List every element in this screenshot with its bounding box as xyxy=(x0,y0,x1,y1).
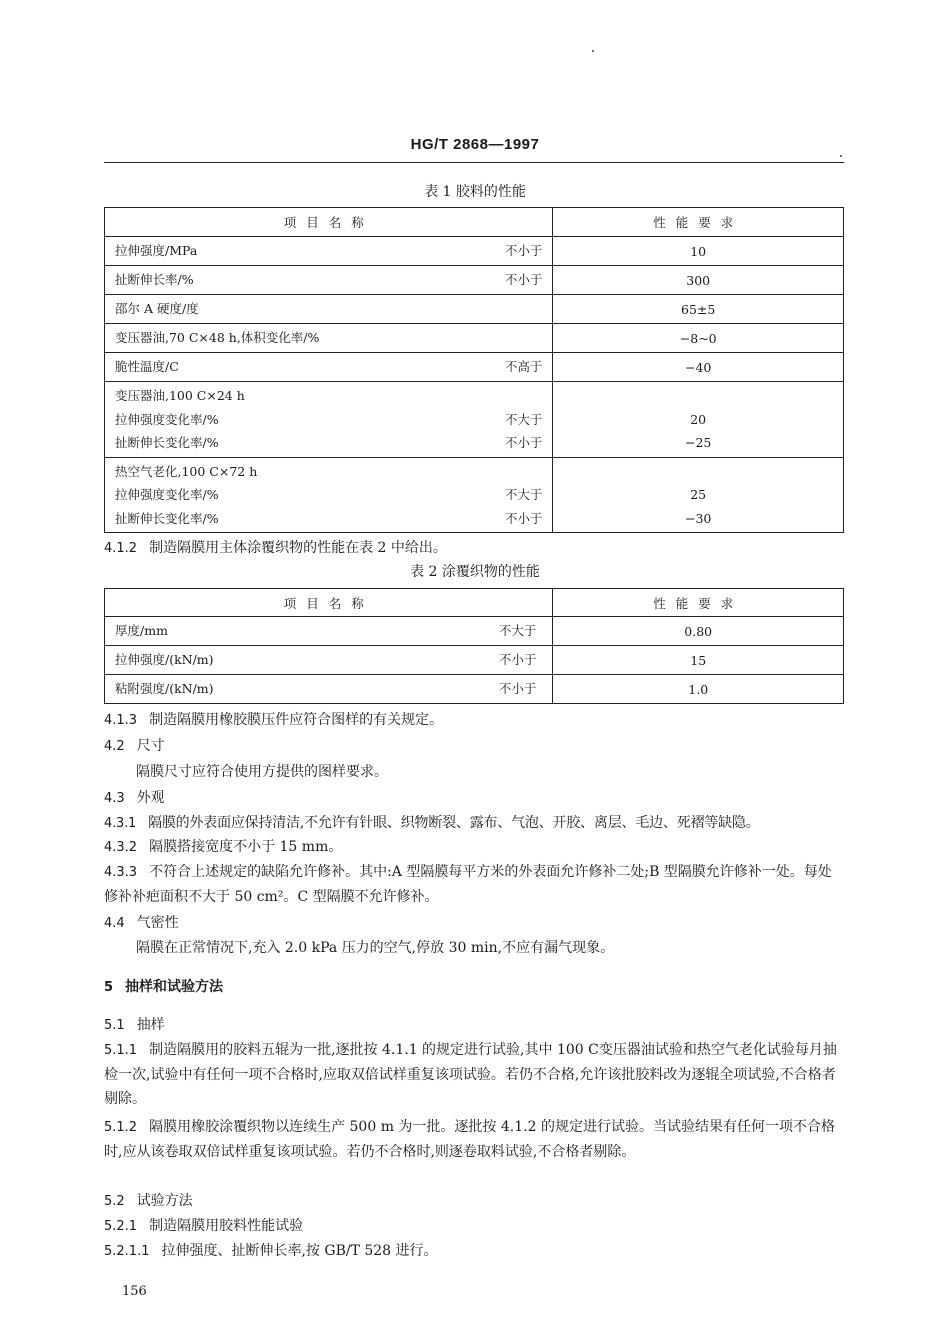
item-value: 10 xyxy=(553,237,844,266)
table1-col-req: 性能要求 xyxy=(553,208,844,237)
clause-5-1-2: 5.1.2 隔膜用橡胶涂覆织物以连续生产 500 m 为一批。逐批按 4.1.2 的规定进行试验。当试验结果有任何一项不合格时,应从该卷取双倍试样重复该项试验。若仍不合格时,则逐卷取料试验,不合格者剔除。 xyxy=(104,1119,835,1160)
header-rule xyxy=(104,162,844,163)
clause-4-3: 4.3 外观 xyxy=(104,790,165,806)
scan-speck xyxy=(592,50,594,52)
table2-col-req: 性能要求 xyxy=(553,589,844,617)
item-value: 0.80 xyxy=(553,617,844,646)
clause-4-1-2: 4.1.2 制造隔膜用主体涂覆织物的性能在表 2 中给出。 xyxy=(104,540,447,556)
clause-4-4-text: 隔膜在正常情况下,充入 2.0 kPa 压力的空气,停放 30 min,不应有漏气现象。 xyxy=(136,940,615,956)
item-cond: 不小于 xyxy=(504,243,543,259)
table-row xyxy=(105,675,844,704)
table2 xyxy=(104,588,844,704)
table-row xyxy=(105,237,844,266)
section-5-heading: 5 抽样和试验方法 xyxy=(104,979,224,995)
item-value: −8~0 xyxy=(553,324,844,353)
standard-header: HG/T 2868—1997 xyxy=(410,136,540,153)
table-row xyxy=(105,266,844,295)
clause-5-1: 5.1 抽样 xyxy=(104,1017,165,1033)
item-cond: 不大于 xyxy=(504,411,543,427)
table-row xyxy=(105,617,844,646)
item-name: 脆性温度/C xyxy=(115,359,179,375)
clause-5-2: 5.2 试验方法 xyxy=(104,1193,193,1209)
item-cond: 不小于 xyxy=(504,435,543,450)
group-title: 热空气老化,100 C×72 h xyxy=(115,463,258,479)
table1-caption: 表 1 胶料的性能 xyxy=(424,184,526,200)
item-name: 厚度/mm xyxy=(115,623,168,639)
item-cond: 不大于 xyxy=(504,487,543,502)
table2-caption: 表 2 涂覆织物的性能 xyxy=(410,564,540,580)
item-value: 20 xyxy=(690,411,707,427)
scan-speck xyxy=(840,155,842,157)
item-name: 粘附强度/(kN/m) xyxy=(115,681,214,697)
item-name: 拉伸强度/MPa xyxy=(115,243,198,259)
item-name: 拉伸强度/(kN/m) xyxy=(115,652,214,668)
clause-4-2-text: 隔膜尺寸应符合使用方提供的图样要求。 xyxy=(136,764,388,780)
item-name: 拉伸强度变化率/% xyxy=(115,411,219,427)
item-name: 扯断伸长率/% xyxy=(115,272,194,288)
item-name: 拉伸强度变化率/% xyxy=(115,487,219,502)
table-row xyxy=(105,324,844,353)
table-row xyxy=(105,295,844,324)
clause-5-2-1-1: 5.2.1.1 拉伸强度、扯断伸长率,按 GB/T 528 进行。 xyxy=(104,1243,438,1259)
table-row-group xyxy=(105,382,844,458)
clause-4-3-2: 4.3.2 隔膜搭接宽度不小于 15 mm。 xyxy=(104,839,343,855)
item-value: 300 xyxy=(553,266,844,295)
item-name: 变压器油,70 C×48 h,体积变化率/% xyxy=(115,330,320,346)
item-value: −25 xyxy=(685,435,712,450)
item-cond: 不高于 xyxy=(504,359,543,375)
clause-4-3-1: 4.3.1 隔膜的外表面应保持清洁,不允许有针眼、织物断裂、露布、气泡、开胶、离层、毛边、死褶等缺隐。 xyxy=(104,815,760,831)
table-row xyxy=(105,646,844,675)
clause-4-2: 4.2 尺寸 xyxy=(104,738,165,754)
clause-5-2-1: 5.2.1 制造隔膜用胶料性能试验 xyxy=(104,1218,304,1234)
item-cond: 不小于 xyxy=(498,652,537,668)
clause-5-1-1: 5.1.1 制造隔膜用的胶料五辊为一批,逐批按 4.1.1 的规定进行试验,其中 100 C变压器油试验和热空气老化试验每月抽检一次,试验中有任何一项不合格时,应取双倍试样重复该项试验。若仍不合格,允许该批胶料改为逐辊全项试验,不合格者剔除。 xyxy=(104,1042,837,1107)
item-value: 15 xyxy=(553,646,844,675)
item-name: 扯断伸长变化率/% xyxy=(115,435,219,450)
item-cond: 不小于 xyxy=(504,510,543,526)
item-name: 扯断伸长变化率/% xyxy=(115,510,219,526)
table1 xyxy=(104,207,844,533)
table1-col-item: 项目名称 xyxy=(105,208,553,237)
item-value: 1.0 xyxy=(553,675,844,704)
table2-col-item: 项目名称 xyxy=(105,589,553,617)
item-name: 邵尔 A 硬度/度 xyxy=(115,301,199,317)
page-number: 156 xyxy=(122,1284,147,1299)
item-value: −30 xyxy=(685,510,712,526)
table-row xyxy=(105,353,844,382)
item-value: 25 xyxy=(690,487,707,502)
table-row-group xyxy=(105,457,844,533)
item-cond: 不小于 xyxy=(504,272,543,288)
clause-4-3-3: 4.3.3 不符合上述规定的缺陷允许修补。其中:A 型隔膜每平方米的外表面允许修补二处;B 型隔膜允许修补一处。每处修补补疤面积不大于 50 cm²。C 型隔膜不允许修补。 xyxy=(104,864,832,905)
clause-4-1-3: 4.1.3 制造隔膜用橡胶膜压件应符合图样的有关规定。 xyxy=(104,712,444,728)
item-cond: 不大于 xyxy=(498,623,537,639)
item-value: −40 xyxy=(553,353,844,382)
group-title: 变压器油,100 C×24 h xyxy=(115,388,245,403)
item-value: 65±5 xyxy=(553,295,844,324)
item-cond: 不小于 xyxy=(498,681,537,697)
clause-4-4: 4.4 气密性 xyxy=(104,915,179,931)
